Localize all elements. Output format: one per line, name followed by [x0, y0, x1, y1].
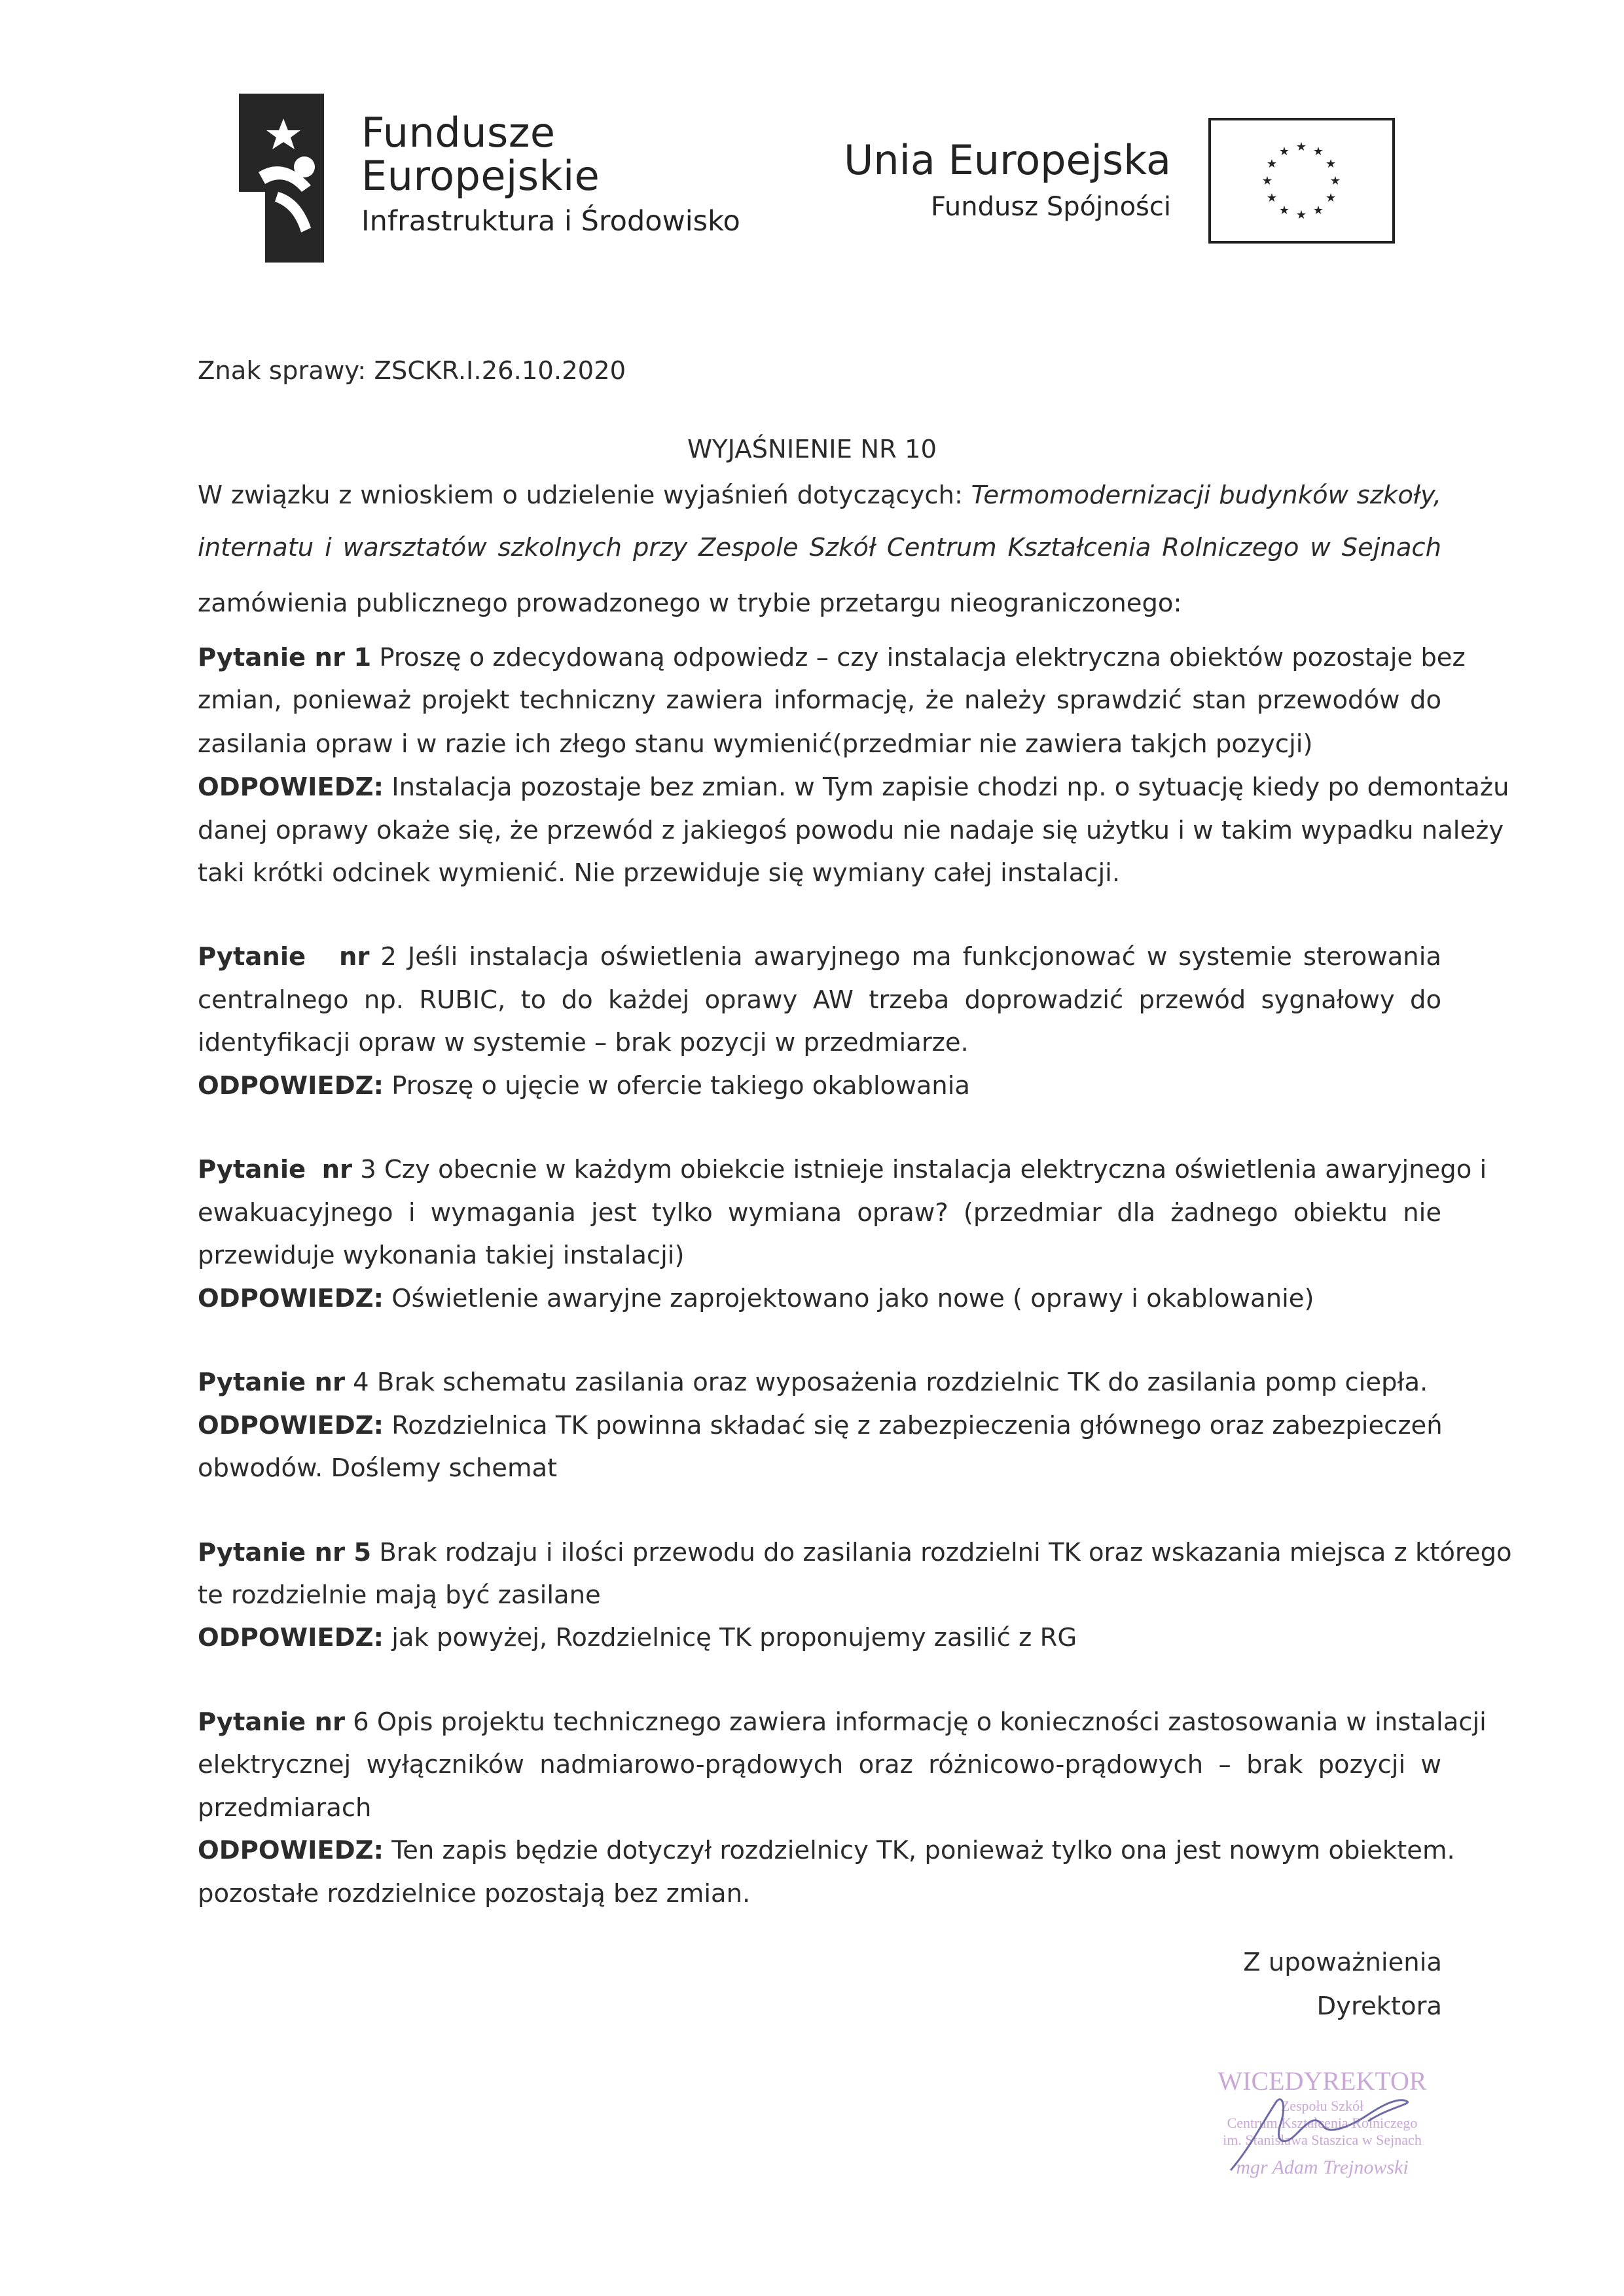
question-6: [198, 1706, 1487, 1739]
question-text: 6 Opis projektu technicznego zawiera informację o konieczności zastosowania w instalacji: [344, 1707, 1487, 1737]
answer-6: [198, 1834, 1455, 1867]
eu-star-icon: ★: [1325, 157, 1337, 171]
case-reference: Znak sprawy: ZSCKR.I.26.10.2020: [198, 356, 626, 386]
fe-logo-line3: Infrastruktura i Środowisko: [361, 205, 740, 238]
answer-3: [198, 1283, 1441, 1315]
question-label: Pytanie nr: [198, 1707, 345, 1737]
eu-star-icon: ★: [1329, 174, 1341, 188]
question-label: Pytanie nr 1: [198, 643, 372, 672]
answer-5: [198, 1622, 1441, 1654]
question-label: Pytanie nr: [198, 1368, 345, 1397]
answer-1: [198, 771, 1509, 804]
question-text: Brak rodzaju i ilości przewodu do zasilania rozdzielni TK oraz wskazania miejsca z którego: [371, 1538, 1512, 1567]
intro-subject: Termomodernizacji budynków szkoły,: [971, 481, 1441, 510]
eu-star-icon: ★: [1266, 157, 1278, 171]
question-label-nr: nr: [321, 1155, 353, 1184]
answer-4-line-2: obwodów. Doślemy schemat: [198, 1453, 558, 1483]
eu-flag-icon: [1208, 118, 1395, 244]
answer-label: ODPOWIEDZ:: [198, 1623, 384, 1652]
answer-label: ODPOWIEDZ:: [198, 1071, 384, 1101]
stamp-graphic: [1152, 2062, 1492, 2187]
answer-4: [198, 1410, 1441, 1442]
eu-star-icon: ★: [1295, 140, 1307, 154]
answer-1-line-3: taki krótki odcinek wymienić. Nie przewiduje się wymiany całej instalacji.: [198, 858, 1121, 888]
eu-star-icon: ★: [1325, 191, 1337, 205]
stamp-text-line: mgr Adam Trejnowski: [1236, 2157, 1409, 2178]
eu-star-icon: ★: [1266, 191, 1278, 205]
stamp-text-line: Zespołu Szkół: [1280, 2098, 1364, 2114]
question-2: [198, 941, 1441, 974]
question-label: Pytanie: [198, 942, 306, 972]
answer-text: Ten zapis będzie dotyczył rozdzielnicy TK, ponieważ tylko ona jest nowym obiektem.: [384, 1836, 1455, 1865]
eu-star-icon: ★: [1278, 204, 1290, 218]
question-label: Pytanie nr 5: [198, 1538, 372, 1567]
answer-text: Instalacja pozostaje bez zmian. w Tym zapisie chodzi np. o sytuację kiedy po demontażu: [384, 773, 1509, 802]
intro-line-3: zamówienia publicznego prowadzonego w trybie przetargu nieograniczonego:: [198, 589, 1182, 618]
stamp-text-line: im. Stanisława Staszica w Sejnach: [1223, 2132, 1422, 2148]
closing-line-2: Dyrektora: [1316, 1992, 1442, 2021]
eu-star-icon: ★: [1312, 144, 1324, 158]
question-4: [198, 1366, 1441, 1399]
eu-logo-line2: Fundusz Spójności: [931, 192, 1171, 222]
answer-label: ODPOWIEDZ:: [198, 1411, 384, 1440]
signature-stamp: [1152, 2062, 1492, 2187]
question-3-line-2: ewakuacyjnego i wymagania jest tylko wymiana opraw? (przedmiar dla żadnego obiektu nie: [198, 1198, 1441, 1228]
answer-label: ODPOWIEDZ:: [198, 773, 384, 802]
question-3-line-3: przewiduje wykonania takiej instalacji): [198, 1241, 685, 1270]
eu-star-icon: ★: [1278, 144, 1290, 158]
answer-text: jak powyżej, Rozdzielnicę TK proponujemy zasilić z RG: [384, 1623, 1077, 1652]
question-6-line-2: elektrycznej wyłączników nadmiarowo-prądowych oraz różnicowo-prądowych – brak pozycji w: [198, 1750, 1441, 1779]
answer-1-line-2: danej oprawy okaże się, że przewód z jakiegoś powodu nie nadaje się użytku i w takim wypadku należy: [198, 816, 1504, 845]
answer-6-line-2: pozostałe rozdzielnice pozostają bez zmian.: [198, 1879, 751, 1908]
question-3: [198, 1154, 1487, 1186]
answer-text: Oświetlenie awaryjne zaprojektowano jako nowe ( oprawy i okablowanie): [384, 1284, 1314, 1313]
intro-line-2: [198, 532, 1441, 564]
question-1: [198, 642, 1466, 674]
intro-text: W związku z wnioskiem o udzielenie wyjaśnień dotyczących:: [198, 481, 971, 510]
eu-star-icon: ★: [1295, 208, 1307, 222]
fe-logo-line2: Europejskie: [361, 152, 600, 200]
fe-logo-line1: Fundusze: [361, 109, 556, 156]
question-label: Pytanie: [198, 1155, 306, 1184]
answer-text: Proszę o ujęcie w ofercie takiego okablowania: [384, 1071, 970, 1101]
question-5: [198, 1537, 1512, 1569]
question-2-line-3: identyfikacji opraw w systemie – brak pozycji w przedmiarze.: [198, 1028, 969, 1057]
question-5-line-2: te rozdzielnie mają być zasilane: [198, 1580, 601, 1610]
question-text: 3 Czy obecnie w każdym obiekcie istnieje instalacja elektryczna oświetlenia awaryjnego i: [352, 1155, 1487, 1184]
fundusze-europejskie-text: [361, 111, 740, 240]
question-1-line-3: zasilania opraw i w razie ich złego stanu wymienić(przedmiar nie zawiera takjch pozycji): [198, 729, 1313, 759]
closing-line-1: Z upoważnienia: [1243, 1948, 1442, 1977]
question-2-line-2: centralnego np. RUBIC, to do każdej oprawy AW trzeba doprowadzić przewód sygnałowy do: [198, 985, 1441, 1015]
question-1-line-2: zmian, ponieważ projekt techniczny zawiera informację, że należy sprawdzić stan przewodów do: [198, 685, 1441, 715]
question-6-line-3: przedmiarach: [198, 1793, 372, 1823]
question-text: 4 Brak schematu zasilania oraz wyposażenia rozdzielnic TK do zasilania pomp ciepła.: [344, 1368, 1428, 1397]
answer-label: ODPOWIEDZ:: [198, 1284, 384, 1313]
fundusze-europejskie-logo-icon: [239, 94, 324, 263]
eu-logo-line1: Unia Europejska: [844, 136, 1171, 184]
document-title: WYJAŚNIENIE NR 10: [687, 435, 937, 464]
eu-star-icon: ★: [1312, 204, 1324, 218]
stamp-text-line: WICEDYREKTOR: [1218, 2066, 1427, 2096]
answer-2: [198, 1070, 1441, 1102]
question-label-nr: nr: [339, 942, 370, 972]
unia-europejska-text: [844, 137, 1171, 225]
eu-star-icon: ★: [1261, 174, 1273, 188]
question-text: Proszę o zdecydowaną odpowiedz – czy instalacja elektryczna obiektów pozostaje bez: [371, 643, 1466, 672]
intro-subject-cont: internatu i warsztatów szkolnych przy Zespole Szkół Centrum Kształcenia Rolniczego w Sejnach: [198, 533, 1441, 562]
intro-line-1: [198, 479, 1441, 512]
answer-label: ODPOWIEDZ:: [198, 1836, 384, 1865]
answer-text: Rozdzielnica TK powinna składać się z zabezpieczenia głównego oraz zabezpieczeń: [384, 1411, 1443, 1440]
question-text: 2 Jeśli instalacja oświetlenia awaryjnego ma funkcjonować w systemie sterowania: [369, 942, 1441, 972]
stamp-text-line: Centrum Kształcenia Rolniczego: [1227, 2115, 1418, 2131]
